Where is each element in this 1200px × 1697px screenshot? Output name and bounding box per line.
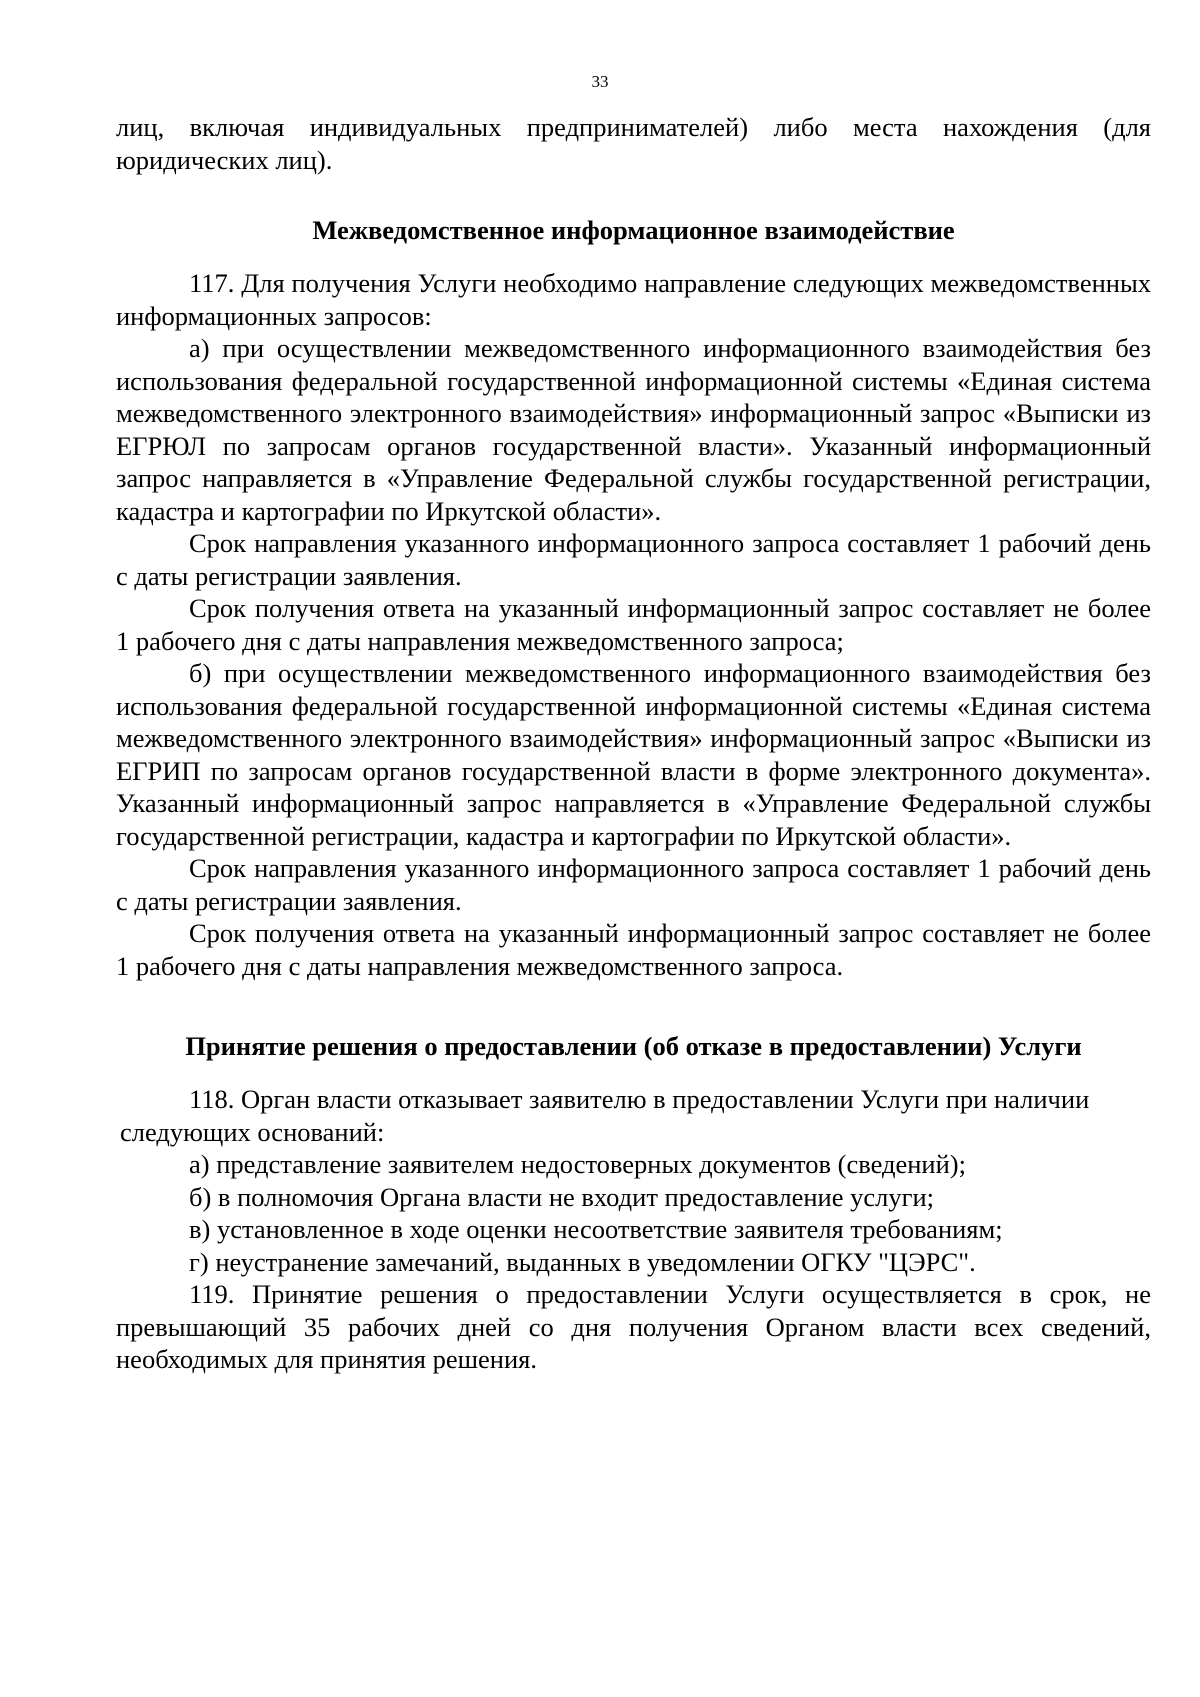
section-heading-interagency: Межведомственное информационное взаимодействие (312, 215, 955, 245)
paragraph-deadline-response-b: Срок получения ответа на указанный информационный запрос составляет не более 1 рабочего дня с даты направления межведомственного запроса. (116, 918, 1151, 981)
paragraph-118: 118. Орган власти отказывает заявителю в предоставлении Услуги при наличии (189, 1084, 1090, 1114)
paragraph-deadline-send-b: Срок направления указанного информационного запроса составляет 1 рабочий день с даты регистрации заявления. (116, 853, 1151, 916)
section-body-decision (116, 1083, 1151, 1376)
reason-item-a: а) представление заявителем недостоверных документов (сведений); (189, 1149, 966, 1179)
section-body-interagency (116, 267, 1151, 982)
paragraph-deadline-send-a: Срок направления указанного информационного запроса составляет 1 рабочий день с даты регистрации заявления. (116, 528, 1151, 591)
paragraph-117: 117. Для получения Услуги необходимо направление следующих межведомственных информационных запросов: (116, 268, 1151, 331)
paragraph-119: 119. Принятие решения о предоставлении Услуги осуществляется в срок, не превышающий 35 рабочих дней со дня получения Органом власти всех сведений, необходимых для принятия решения. (116, 1279, 1151, 1374)
section-heading-decision: Принятие решения о предоставлении (об отказе в предоставлении) Услуги (185, 1031, 1082, 1061)
reason-item-b: б) в полномочия Органа власти не входит предоставление услуги; (189, 1181, 934, 1212)
paragraph-deadline-response-a: Срок получения ответа на указанный информационный запрос составляет не более 1 рабочего дня с даты направления межведомственного запроса; (116, 593, 1151, 656)
page-number: 33 (591, 72, 609, 91)
intro-text: лиц, включая индивидуальных предпринимателей) либо места нахождения (для юридических лиц). (116, 112, 1151, 175)
paragraph-118-continuation: следующих оснований: (120, 1116, 385, 1147)
intro-paragraph (116, 111, 1151, 176)
reason-item-c: в) установленное в ходе оценки несоответствие заявителя требованиям; (189, 1214, 1003, 1244)
paragraph-117-a: а) при осуществлении межведомственного информационного взаимодействия без использования федеральной государственной информационной системы «Единая система межведомственного электронного взаимодействия» информационный запрос «Выписки из ЕГРЮЛ по запросам органов государственной власти». Указанный информационный запрос направляется в «Управление Федеральной службы государственной регистрации, кадастра и картографии по Иркутской области». (116, 333, 1151, 526)
paragraph-117-b: б) при осуществлении межведомственного информационного взаимодействия без использования федеральной государственной информационной системы «Единая система межведомственного электронного взаимодействия» информационный запрос «Выписки из ЕГРИП по запросам органов государственной власти в форме электронного документа». Указанный информационный запрос направляется в «Управление Федеральной службы государственной регистрации, кадастра и картографии по Иркутской области». (116, 658, 1151, 851)
reason-item-d: г) неустранение замечаний, выданных в уведомлении ОГКУ "ЦЭРС". (189, 1246, 976, 1277)
